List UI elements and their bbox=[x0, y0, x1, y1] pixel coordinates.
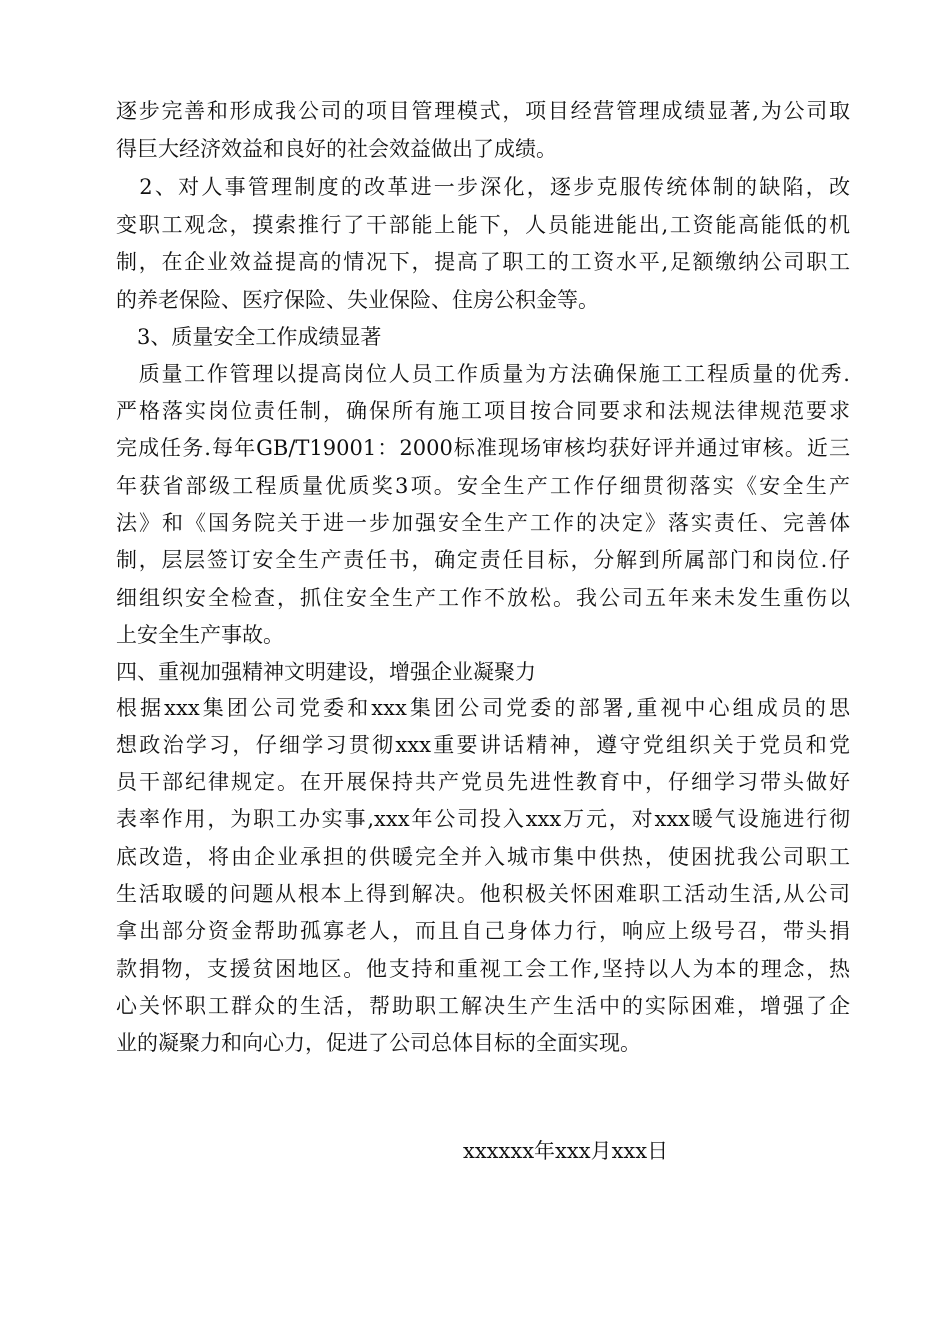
date-line: xxxxxx年xxx月xxx日 bbox=[463, 1139, 669, 1163]
text-line: 逐步完善和形成我公司的项目管理模式，项目经营管理成绩显著,为公司取 bbox=[116, 99, 850, 123]
text-line: 年获省部级工程质量优质奖3项。安全生产工作仔细贯彻落实《安全生产 bbox=[116, 474, 850, 498]
text-line: 2、对人事管理制度的改革进一步深化，逐步克服传统体制的缺陷，改 bbox=[116, 175, 850, 199]
text-line: 得巨大经济效益和良好的社会效益做出了成绩。 bbox=[116, 137, 557, 161]
text-line: 变职工观念，摸索推行了干部能上能下，人员能进能出,工资能高能低的机 bbox=[116, 213, 850, 237]
text-line: 制，层层签订安全生产责任书，确定责任目标，分解到所属部门和岗位.仔 bbox=[116, 548, 850, 572]
text-line: 款捐物，支援贫困地区。他支持和重视工会工作,坚持以人为本的理念，热 bbox=[116, 957, 850, 981]
text-line: 拿出部分资金帮助孤寡老人，而且自己身体力行，响应上级号召，带头捐 bbox=[116, 919, 850, 943]
text-line: 底改造，将由企业承担的供暖完全并入城市集中供热，使困扰我公司职工 bbox=[116, 845, 850, 869]
text-line: 完成任务.每年GB/T19001：2000标准现场审核均获好评并通过审核。近三 bbox=[116, 436, 850, 460]
text-line: 想政治学习，仔细学习贯彻xxx重要讲话精神，遵守党组织关于党员和党 bbox=[116, 733, 850, 757]
section-heading: 3、质量安全工作成绩显著 bbox=[116, 325, 382, 349]
text-line: 的养老保险、医疗保险、失业保险、住房公积金等。 bbox=[116, 288, 599, 312]
text-line: 细组织安全检查，抓住安全生产工作不放松。我公司五年来未发生重伤以 bbox=[116, 586, 850, 610]
text-line: 严格落实岗位责任制，确保所有施工项目按合同要求和法规法律规范要求 bbox=[116, 399, 850, 423]
text-line: 心关怀职工群众的生活，帮助职工解决生产生活中的实际困难，增强了企 bbox=[116, 994, 850, 1018]
text-line: 质量工作管理以提高岗位人员工作质量为方法确保施工工程质量的优秀. bbox=[116, 362, 850, 386]
text-line: 业的凝聚力和向心力，促进了公司总体目标的全面实现。 bbox=[116, 1031, 641, 1055]
text-line: 生活取暖的问题从根本上得到解决。他积极关怀困难职工活动生活,从公司 bbox=[116, 882, 850, 906]
text-line: 上安全生产事故。 bbox=[116, 623, 284, 647]
text-line: 表率作用，为职工办实事,xxx年公司投入xxx万元，对xxx暖气设施进行彻 bbox=[116, 807, 850, 831]
text-line: 制，在企业效益提高的情况下，提高了职工的工资水平,足额缴纳公司职工 bbox=[116, 250, 850, 274]
section-heading: 四、重视加强精神文明建设，增强企业凝聚力 bbox=[116, 660, 536, 684]
text-line: 根据xxx集团公司党委和xxx集团公司党委的部署,重视中心组成员的思 bbox=[116, 696, 850, 720]
text-line: 员干部纪律规定。在开展保持共产党员先进性教育中，仔细学习带头做好 bbox=[116, 770, 850, 794]
text-line: 法》和《国务院关于进一步加强安全生产工作的决定》落实责任、完善体 bbox=[116, 511, 850, 535]
